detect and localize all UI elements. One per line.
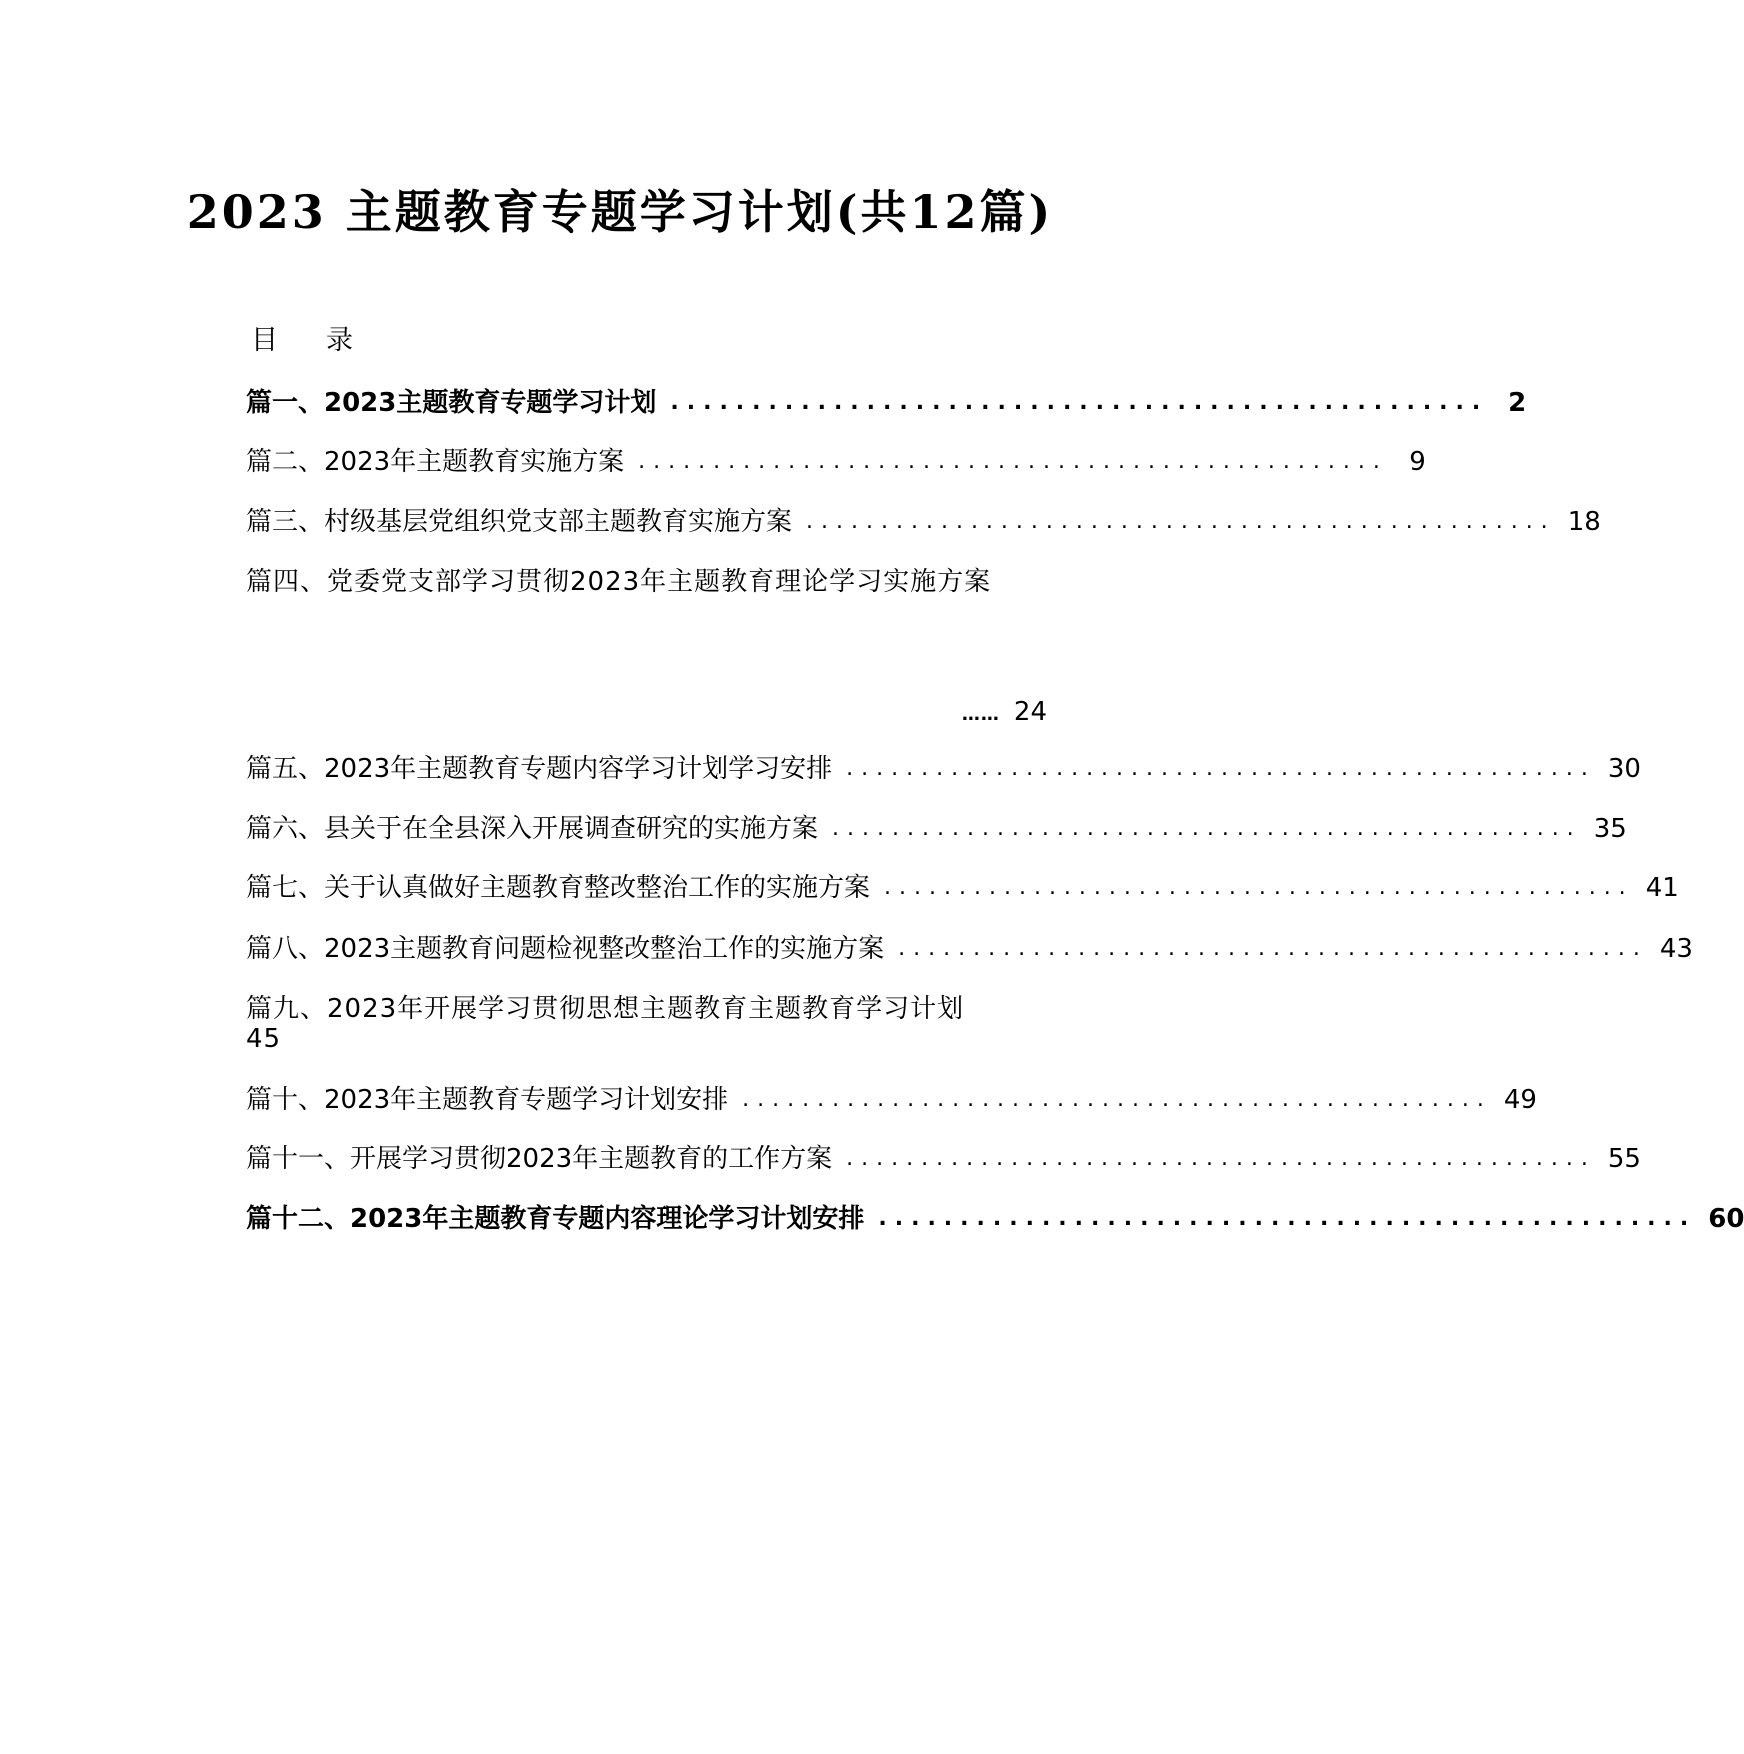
- toc-entry-label: 篇五、2023年主题教育专题内容学习计划学习安排: [246, 754, 833, 784]
- toc-entry-page: 60: [1708, 1204, 1744, 1234]
- toc-entry-1[interactable]: [246, 386, 1527, 420]
- toc-entry-6[interactable]: [246, 812, 1627, 846]
- toc-heading-char-2: 录: [326, 325, 353, 356]
- dot-leader: ..................................................: [670, 390, 1489, 415]
- toc-entry-10[interactable]: [246, 1083, 1537, 1117]
- toc-entry-4-tail: [962, 695, 1047, 732]
- toc-entry-page: 35: [1593, 814, 1627, 844]
- dot-leader: ..................................................: [878, 1206, 1697, 1231]
- toc-entry-label: 篇六、县关于在全县深入开展调查研究的实施方案: [246, 814, 819, 844]
- dot-leader: ..................................................: [846, 1146, 1596, 1171]
- toc-entry-page: 2: [1508, 388, 1527, 418]
- toc-entry-page: 43: [1659, 934, 1693, 964]
- toc-entry-4[interactable]: [246, 567, 1055, 597]
- toc-entry-page: 30: [1607, 754, 1641, 784]
- toc-entry-11[interactable]: [246, 1142, 1641, 1176]
- toc-entry-9[interactable]: [246, 994, 1055, 1054]
- dot-leader: ..................................................: [806, 509, 1556, 534]
- toc-entry-12[interactable]: [246, 1202, 1744, 1236]
- toc-entry-label: 篇十、2023年主题教育专题学习计划安排: [246, 1085, 729, 1115]
- toc-entry-page: 45: [246, 1024, 282, 1054]
- toc-entry-8[interactable]: [246, 932, 1693, 966]
- ellipsis-leader: ……: [961, 704, 1000, 725]
- toc-entry-3[interactable]: [246, 505, 1601, 539]
- dot-leader: ..................................................: [884, 875, 1634, 900]
- toc-entry-5[interactable]: [246, 752, 1641, 786]
- toc-entry-label: 篇一、2023主题教育专题学习计划: [246, 388, 657, 418]
- toc-entry-label: 篇九、2023年开展学习贯彻思想主题教育主题教育学习计划: [246, 994, 965, 1024]
- dot-leader: ..................................................: [898, 936, 1648, 961]
- toc-heading-char-1: 目: [251, 325, 278, 356]
- dot-leader: ..................................................: [846, 756, 1596, 781]
- toc-entry-label: 篇三、村级基层党组织党支部主题教育实施方案: [246, 507, 793, 537]
- document-title: 2023 主题教育专题学习计划(共12篇): [186, 185, 1054, 239]
- toc-entry-7[interactable]: [246, 871, 1679, 905]
- toc-entry-label: 篇十二、2023年主题教育专题内容理论学习计划安排: [246, 1204, 865, 1234]
- toc-entry-label: 篇七、关于认真做好主题教育整改整治工作的实施方案: [246, 873, 871, 903]
- toc-entry-label: 篇四、党委党支部学习贯彻2023年主题教育理论学习实施方案: [246, 567, 992, 597]
- toc-entry-page: 41: [1645, 873, 1679, 903]
- dot-leader: ..................................................: [638, 449, 1388, 474]
- toc-entry-page: 18: [1567, 507, 1601, 537]
- toc-entry-page: 49: [1503, 1085, 1537, 1115]
- toc-heading: [251, 323, 353, 359]
- toc-entry-page: 24: [1013, 697, 1047, 727]
- toc-entry-page: 55: [1607, 1144, 1641, 1174]
- toc-entry-label: 篇二、2023年主题教育实施方案: [246, 447, 625, 477]
- toc-entry-2[interactable]: [246, 445, 1426, 479]
- dot-leader: ..................................................: [742, 1087, 1492, 1112]
- dot-leader: ..................................................: [832, 816, 1582, 841]
- toc-entry-label: 篇十一、开展学习贯彻2023年主题教育的工作方案: [246, 1144, 833, 1174]
- toc-entry-label: 篇八、2023主题教育问题检视整改整治工作的实施方案: [246, 934, 885, 964]
- toc-entry-page: 9: [1409, 447, 1426, 477]
